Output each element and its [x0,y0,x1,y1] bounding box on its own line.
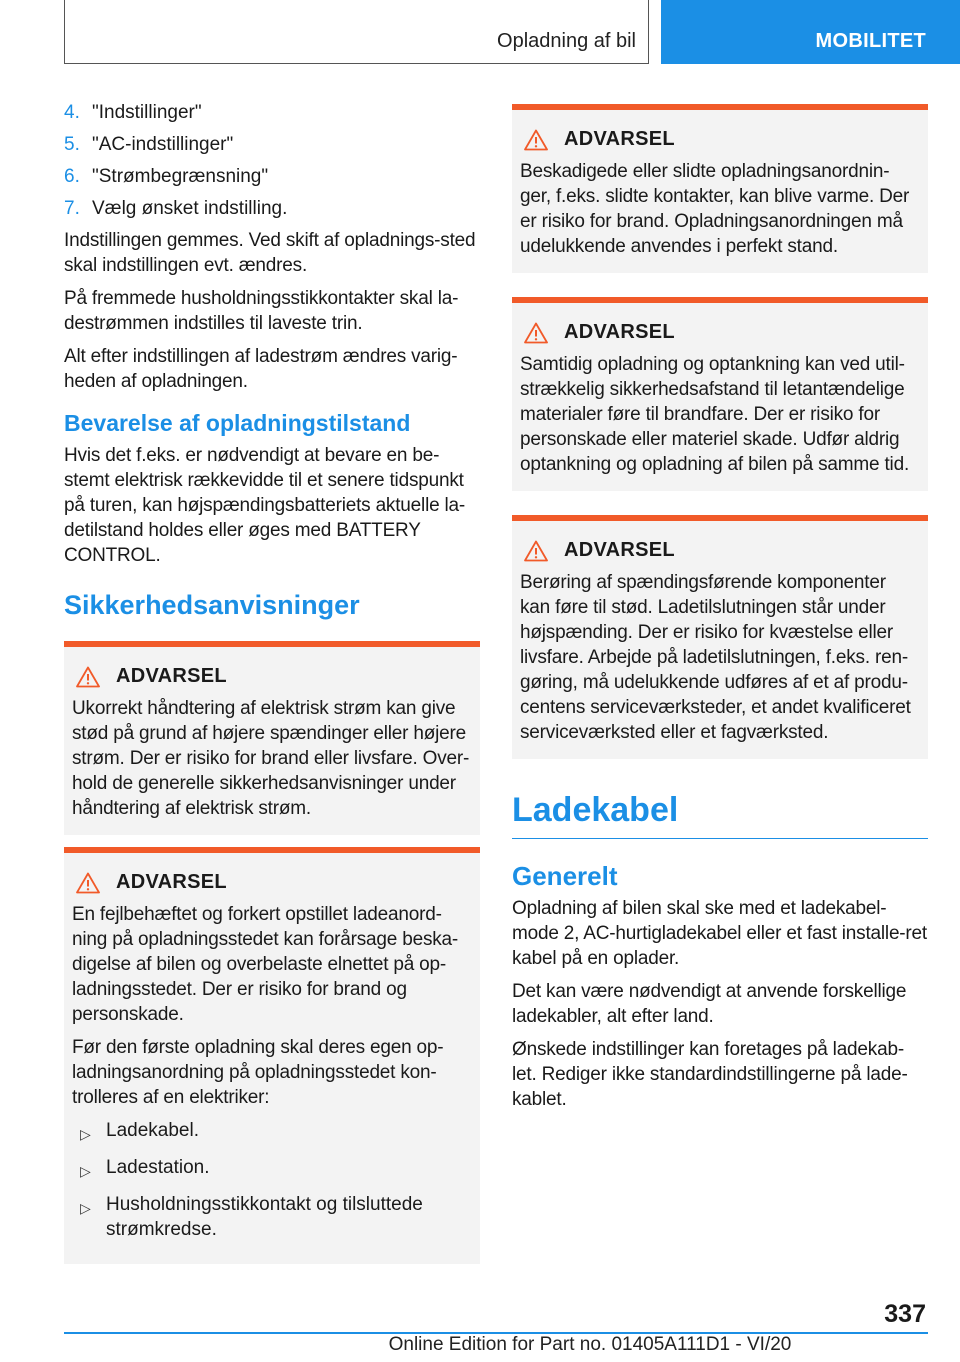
warning-header [520,128,920,151]
warning-title: ADVARSEL [564,321,675,343]
step-text: "Indstillinger" [92,102,202,123]
list-item [72,1118,472,1147]
warning-text: Ukorrekt håndtering af elektrisk strøm kan give stød på grund af højere spændinger eller højere strøm. Der er risiko for brand eller livsfare. Over-hold de generelle sikkerhedsanvisninger under håndtering af elektrisk strøm. [72,698,470,819]
right-column [512,104,928,1120]
section-heading: Sikkerhedsanvisninger [64,590,360,620]
list-item-text: Ladestation. [106,1157,210,1178]
warning-text: En fejlbehæftet og forkert opstillet ladeanord-ning på opladningsstedet kan forårsage beska-digelse af bilen og overbelaste elnettet på op-ladningsstedet. Der er risiko for brand og personskade. [72,904,459,1025]
warning-title: ADVARSEL [564,128,675,150]
triangle-right-icon: ▷ [80,1200,91,1216]
warning-text: Før den første opladning skal deres egen op-ladningsanordning på opladningsstedet kon-trolleres af en elektriker: [72,1037,444,1108]
chapter-heading: Ladekabel [512,791,928,839]
edition-info: Online Edition for Part no. 01405A111D1 - VI/20 [388,1334,792,1355]
step-number: 4. [64,102,80,123]
step-text: "AC-indstillinger" [92,134,234,155]
warning-triangle-icon [524,540,548,562]
paragraph: Ønskede indstillinger kan foretages på ladekab-let. Rediger ikke standardindstillingerne på lade-kablet. [512,1039,908,1110]
step-number: 7. [64,198,80,219]
step-number: 6. [64,166,80,187]
chapter-title: Opladning af bil [497,30,636,52]
subsection-heading: Bevarelse af opladningstilstand [64,410,411,436]
warning-box [64,641,480,835]
triangle-right-icon: ▷ [80,1163,91,1179]
warning-header [72,665,472,688]
step-item [64,100,480,125]
step-item [64,164,480,189]
warning-triangle-icon [76,872,100,894]
paragraph: Opladning af bilen skal ske med et ladekabel-mode 2, AC-hurtigladekabel eller et fast installe-ret kabel på en oplader. [512,898,928,969]
warning-header [520,321,920,344]
warning-box [512,297,928,491]
warning-triangle-icon [524,129,548,151]
warning-text: Beskadigede eller slidte opladningsanordnin-ger, f.eks. slidte kontakter, kan blive varme. Der er risiko for brand. Opladningsanordningen må udelukkende anvendes i perfekt stand. [520,161,910,257]
header-section-box [661,0,960,64]
triangle-right-icon: ▷ [80,1126,91,1142]
warning-box [64,847,480,1264]
paragraph: Indstillingen gemmes. Ved skift af opladnings-sted skal indstillingen evt. ændres. [64,230,476,276]
step-item [64,132,480,157]
warning-title: ADVARSEL [116,665,227,687]
warning-box [512,104,928,273]
step-number: 5. [64,134,80,155]
warning-triangle-icon [76,666,100,688]
warning-box [512,515,928,759]
warning-text: Samtidig opladning og optankning kan ved util-strækkelig sikkerhedsafstand til letantændelige materialer føre til brandfare. Der er risiko for personskade eller materiel skade. Udfør aldrig optankning og opladning af bilen på samme tid. [520,354,910,475]
paragraph: Det kan være nødvendigt at anvende forskellige ladekabler, alt efter land. [512,981,907,1027]
paragraph: På fremmede husholdningsstikkontakter skal la-destrømmen indstilles til laveste trin. [64,288,459,334]
warning-text: Berøring af spændingsførende komponenter kan føre til stød. Ladetilslutningen står under højspænding. Der er risiko for kvæstelse eller livsfare. Arbejde på ladetilslutningen, f.eks. ren-gøring, må udelukkende udføres af et af produ-centens serviceværksteder, et andet kvalificeret serviceværksted eller et fagværksted. [520,572,911,743]
list-item [72,1155,472,1184]
warning-header [520,539,920,562]
paragraph: Alt efter indstillingen af ladestrøm ændres varig-heden af opladningen. [64,346,458,392]
step-text: Vælg ønsket indstilling. [92,198,288,219]
step-item [64,196,480,221]
list-item-text: Ladekabel. [106,1120,199,1141]
paragraph: Hvis det f.eks. er nødvendigt at bevare en be-stemt elektrisk rækkevidde til et senere tidspunkt på turen, kan højspændingsbatteriets aktuelle la-detilstand holdes eller øges med BATTERY CONTROL. [64,445,466,566]
subsection-heading: Generelt [512,861,618,891]
step-text: "Strømbegrænsning" [92,166,269,187]
warning-title: ADVARSEL [116,871,227,893]
warning-header [72,871,472,894]
header-chapter-box [64,0,649,64]
section-title: MOBILITET [815,30,926,52]
list-item [72,1192,472,1242]
list-item-text: Husholdningsstikkontakt og tilsluttede strømkredse. [106,1194,423,1240]
warning-triangle-icon [524,322,548,344]
warning-title: ADVARSEL [564,539,675,561]
page-number: 337 [884,1300,926,1328]
left-column [64,100,480,1276]
